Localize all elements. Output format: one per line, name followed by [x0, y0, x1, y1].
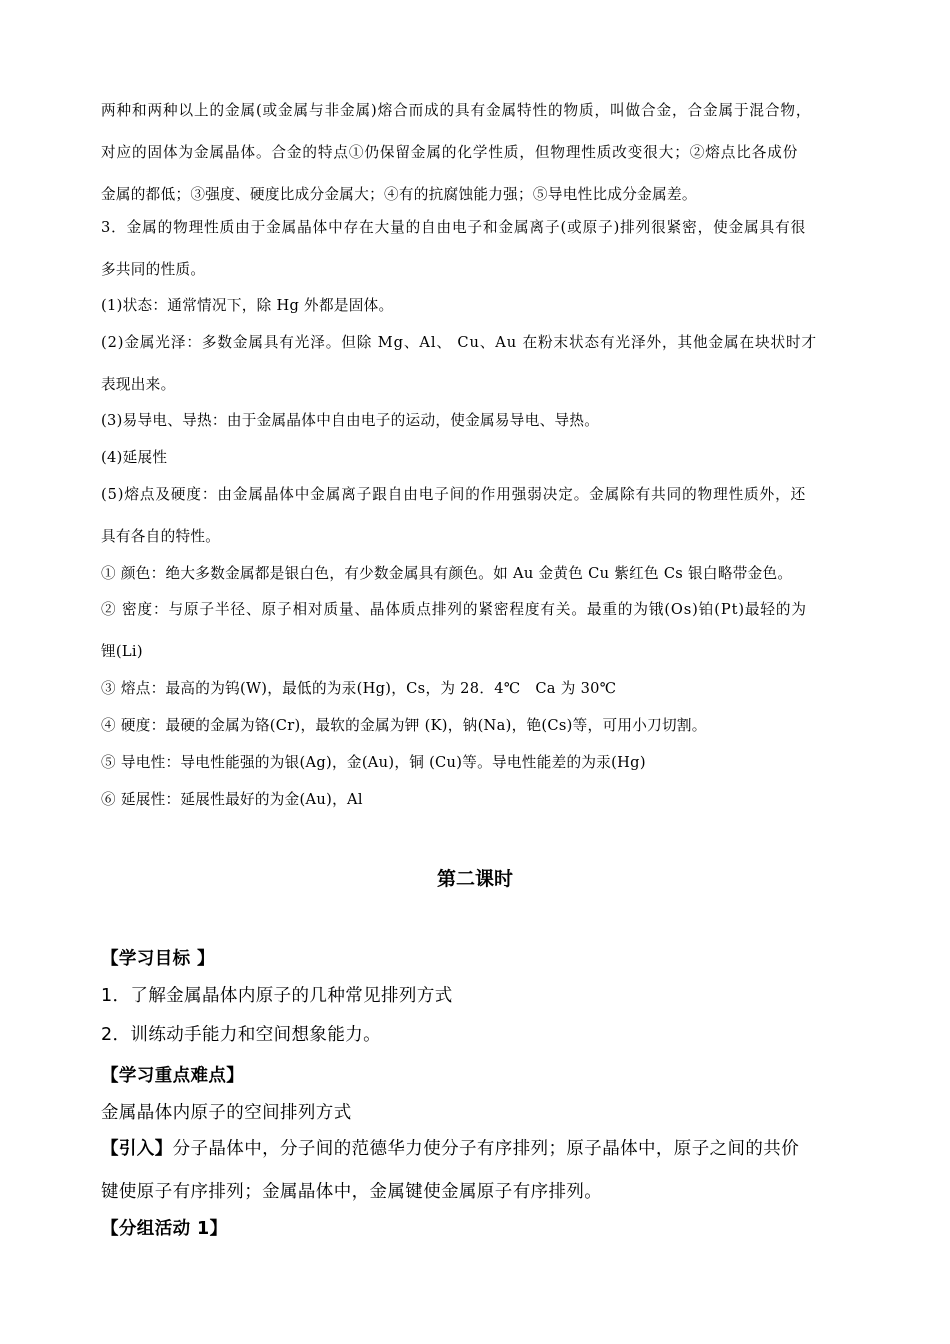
key-points-text: 金属晶体内原子的空间排列方式: [101, 1103, 352, 1123]
learning-goal-2: 2．训练动手能力和空间想象能力。: [101, 1025, 382, 1045]
text-line-conductivity: (3)易导电、导热：由于金属晶体中自由电子的运动，使金属易导电、导热。: [101, 412, 600, 429]
text-line-density-cont: 锂(Li): [101, 643, 143, 660]
section-title: 第二课时: [436, 868, 513, 890]
text-line-state: (1)状态：通常情况下，除 Hg 外都是固体。: [101, 297, 394, 314]
text-line-color: ① 颜色：绝大多数金属都是银白色，有少数金属具有颜色。如 Au 金黄色 Cu 紫红色 Cs 银白略带金色。: [101, 565, 793, 582]
text-line-physical-properties-cont: 多共同的性质。: [101, 261, 206, 278]
text-line-alloy-definition: 两种和两种以上的金属(或金属与非金属)熔合而成的具有金属特性的物质，叫做合金，合金属于混合物，: [101, 102, 812, 119]
text-line-electrical: ⑤ 导电性：导电性能强的为银(Ag)，金(Au)，铜 (Cu)等。导电性能差的为汞(Hg): [101, 754, 646, 771]
intro-text: 分子晶体中，分子间的范德华力使分子有序排列；原子晶体中，原子之间的共价: [172, 1139, 800, 1159]
learning-goals-heading: 【学习目标 】: [101, 949, 215, 969]
learning-goal-1: 1．了解金属晶体内原子的几种常见排列方式: [101, 986, 453, 1006]
intro-paragraph-line-1: [101, 1137, 881, 1161]
text-line-luster-cont: 表现出来。: [101, 376, 176, 393]
text-line-melting-hardness-cont: 具有各自的特性。: [101, 528, 221, 545]
text-line-melting-hardness: (5)熔点及硬度：由金属晶体中金属离子跟自由电子间的作用强弱决定。金属除有共同的物理性质外，还: [101, 486, 807, 503]
key-points-heading: 【学习重点难点】: [101, 1066, 245, 1086]
text-line-melting-point: ③ 熔点：最高的为钨(W)，最低的为汞(Hg)，Cs，为 28．4℃ Ca 为 30℃: [101, 680, 617, 697]
group-activity-heading: 【分组活动 1】: [101, 1219, 228, 1239]
text-line-physical-properties: 3．金属的物理性质由于金属晶体中存在大量的自由电子和金属离子(或原子)排列很紧密，使金属具有很: [101, 219, 807, 236]
text-line-alloy-features: 对应的固体为金属晶体。合金的特点①仍保留金属的化学性质，但物理性质改变很大；②熔点比各成份: [101, 144, 799, 161]
text-line-alloy-features-cont: 金属的都低；③强度、硬度比成分金属大；④有的抗腐蚀能力强；⑤导电性比成分金属差。: [101, 186, 697, 203]
text-line-hardness: ④ 硬度：最硬的金属为铬(Cr)，最软的金属为钾 (K)，钠(Na)，铯(Cs)等，可用小刀切割。: [101, 717, 707, 734]
text-line-malleability: ⑥ 延展性：延展性最好的为金(Au)，Al: [101, 791, 363, 808]
text-line-density: ② 密度：与原子半径、原子相对质量、晶体质点排列的紧密程度有关。最重的为锇(Os)铂(Pt)最轻的为: [101, 601, 807, 618]
text-line-ductility: (4)延展性: [101, 449, 168, 466]
intro-label: 【引入】: [101, 1139, 173, 1159]
text-line-luster: (2)金属光泽：多数金属具有光泽。但除 Mg、Al、 Cu、Au 在粉末状态有光泽外，其他金属在块状时才: [101, 334, 817, 351]
intro-paragraph-line-2: 键使原子有序排列；金属晶体中，金属键使金属原子有序排列。: [101, 1182, 603, 1202]
